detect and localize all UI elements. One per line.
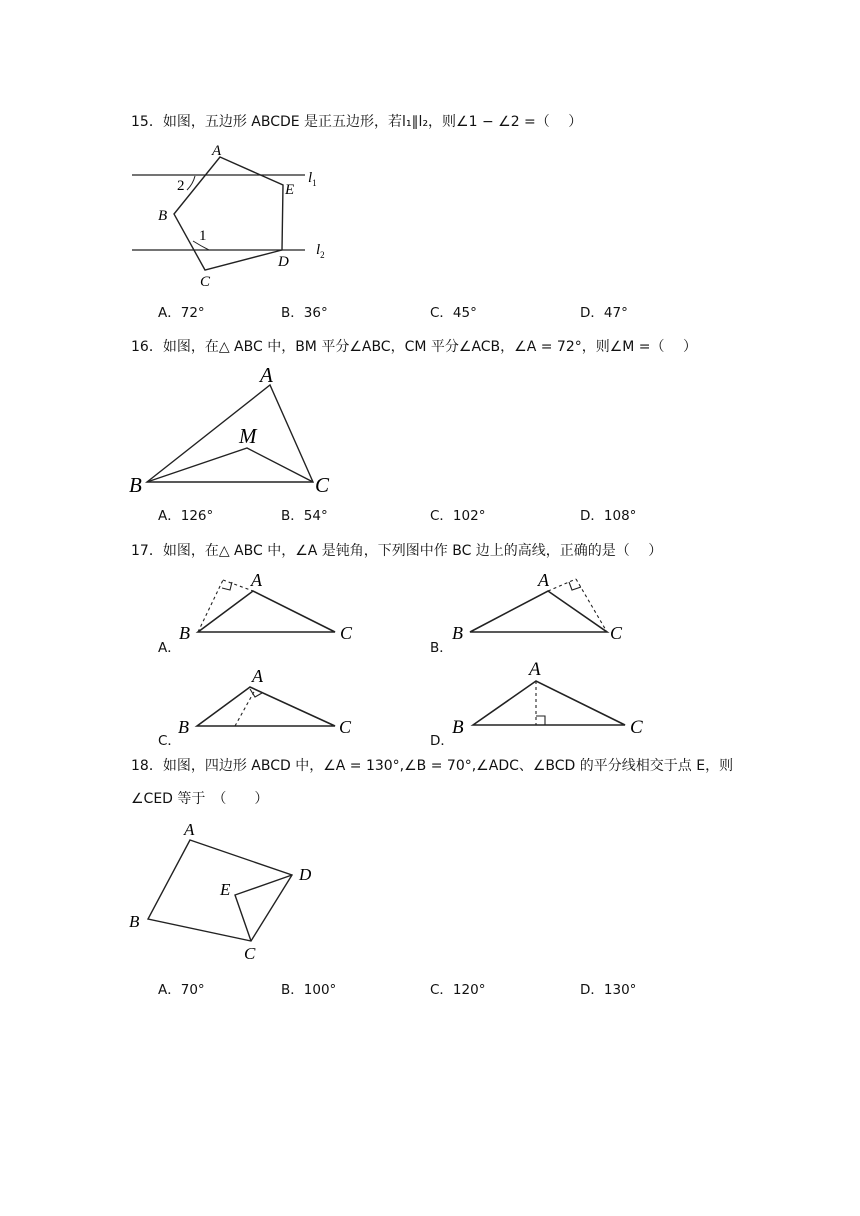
- q15-option-a[interactable]: A．72°: [158, 305, 205, 321]
- q17-option-d-figure[interactable]: [450, 655, 655, 740]
- q17-option-b-figure[interactable]: [450, 568, 640, 648]
- angle-2-arc: [187, 176, 195, 190]
- q16-option-d[interactable]: D．108°: [580, 508, 637, 524]
- q17-option-a-figure[interactable]: [175, 568, 365, 648]
- q16-option-b[interactable]: B．54°: [281, 508, 328, 524]
- question-17-stem: 17．如图，在△ ABC 中，∠A 是钝角，下列图中作 BC 边上的高线，正确的是（ ）: [131, 543, 663, 559]
- q16-option-a[interactable]: A．126°: [158, 508, 214, 524]
- svg-text:B: B: [178, 717, 189, 737]
- q15-label-l2: $l_2$: [316, 242, 325, 260]
- svg-text:B: B: [452, 623, 463, 643]
- svg-text:A: A: [251, 570, 262, 590]
- q18-quadrilateral-figure: [125, 815, 335, 965]
- q18-option-c[interactable]: C．120°: [430, 982, 486, 998]
- q17-option-a-label[interactable]: A．: [158, 640, 181, 656]
- svg-text:A: A: [529, 659, 541, 680]
- q17-option-b-label[interactable]: B．: [430, 640, 453, 656]
- question-18-stem-line1: 18．如图，四边形 ABCD 中，∠A = 130°,∠B = 70°,∠ADC、∠BCD 的平分线相交于点 E，则: [131, 758, 734, 774]
- bisectors-ce-de: [235, 875, 292, 941]
- q15-label-A: A: [212, 143, 222, 159]
- svg-text:C: C: [610, 623, 623, 643]
- q15-label-B: B: [158, 208, 168, 224]
- q15-label-D: D: [278, 254, 289, 270]
- question-16-stem: 16．如图，在△ ABC 中，BM 平分∠ABC，CM 平分∠ACB，∠A = 72°，则∠M =（ ）: [131, 339, 697, 355]
- q15-label-l1: $l_1$: [308, 170, 317, 188]
- triangle-abc: [147, 385, 313, 482]
- right-angle-mark: [569, 582, 581, 590]
- q17-option-c-label[interactable]: C．: [158, 733, 181, 749]
- svg-text:A: A: [252, 666, 263, 686]
- q18-option-b[interactable]: B．100°: [281, 982, 337, 998]
- q18-label-A: A: [184, 820, 195, 839]
- q18-option-d[interactable]: D．130°: [580, 982, 637, 998]
- question-18-stem-line2: ∠CED 等于 （ ）: [131, 791, 269, 807]
- q17-option-d-label[interactable]: D．: [430, 733, 454, 749]
- bisectors-bm-cm: [147, 448, 313, 482]
- q18-label-D: D: [299, 865, 312, 884]
- q16-label-M: M: [239, 424, 257, 448]
- q18-label-E: E: [220, 880, 231, 899]
- svg-text:B: B: [452, 717, 464, 738]
- q18-label-C: C: [244, 944, 256, 963]
- pentagon-abcde: [174, 157, 283, 270]
- q16-triangle-figure: [128, 365, 343, 500]
- q16-label-B: B: [129, 473, 142, 497]
- right-angle-mark: [536, 716, 545, 725]
- q15-option-b[interactable]: B．36°: [281, 305, 328, 321]
- q16-option-c[interactable]: C．102°: [430, 508, 486, 524]
- q16-label-C: C: [315, 473, 330, 497]
- q16-label-A: A: [260, 363, 273, 387]
- svg-text:A: A: [538, 570, 549, 590]
- q15-angle-1: 1: [199, 228, 207, 244]
- svg-text:C: C: [340, 623, 353, 643]
- q18-option-a[interactable]: A．70°: [158, 982, 205, 998]
- q15-pentagon-figure: [125, 140, 345, 295]
- question-15-stem: 15．如图，五边形 ABCDE 是正五边形，若l₁∥l₂，则∠1 − ∠2 =（ ）: [131, 114, 583, 130]
- q15-angle-2: 2: [177, 178, 185, 194]
- q17-option-c-figure[interactable]: [175, 662, 365, 742]
- q18-label-B: B: [129, 912, 140, 931]
- svg-text:C: C: [339, 717, 352, 737]
- q15-option-d[interactable]: D．47°: [580, 305, 628, 321]
- q15-label-C: C: [200, 274, 211, 290]
- q15-option-c[interactable]: C．45°: [430, 305, 477, 321]
- svg-text:C: C: [630, 717, 643, 738]
- svg-text:B: B: [179, 623, 190, 643]
- q15-label-E: E: [285, 182, 295, 198]
